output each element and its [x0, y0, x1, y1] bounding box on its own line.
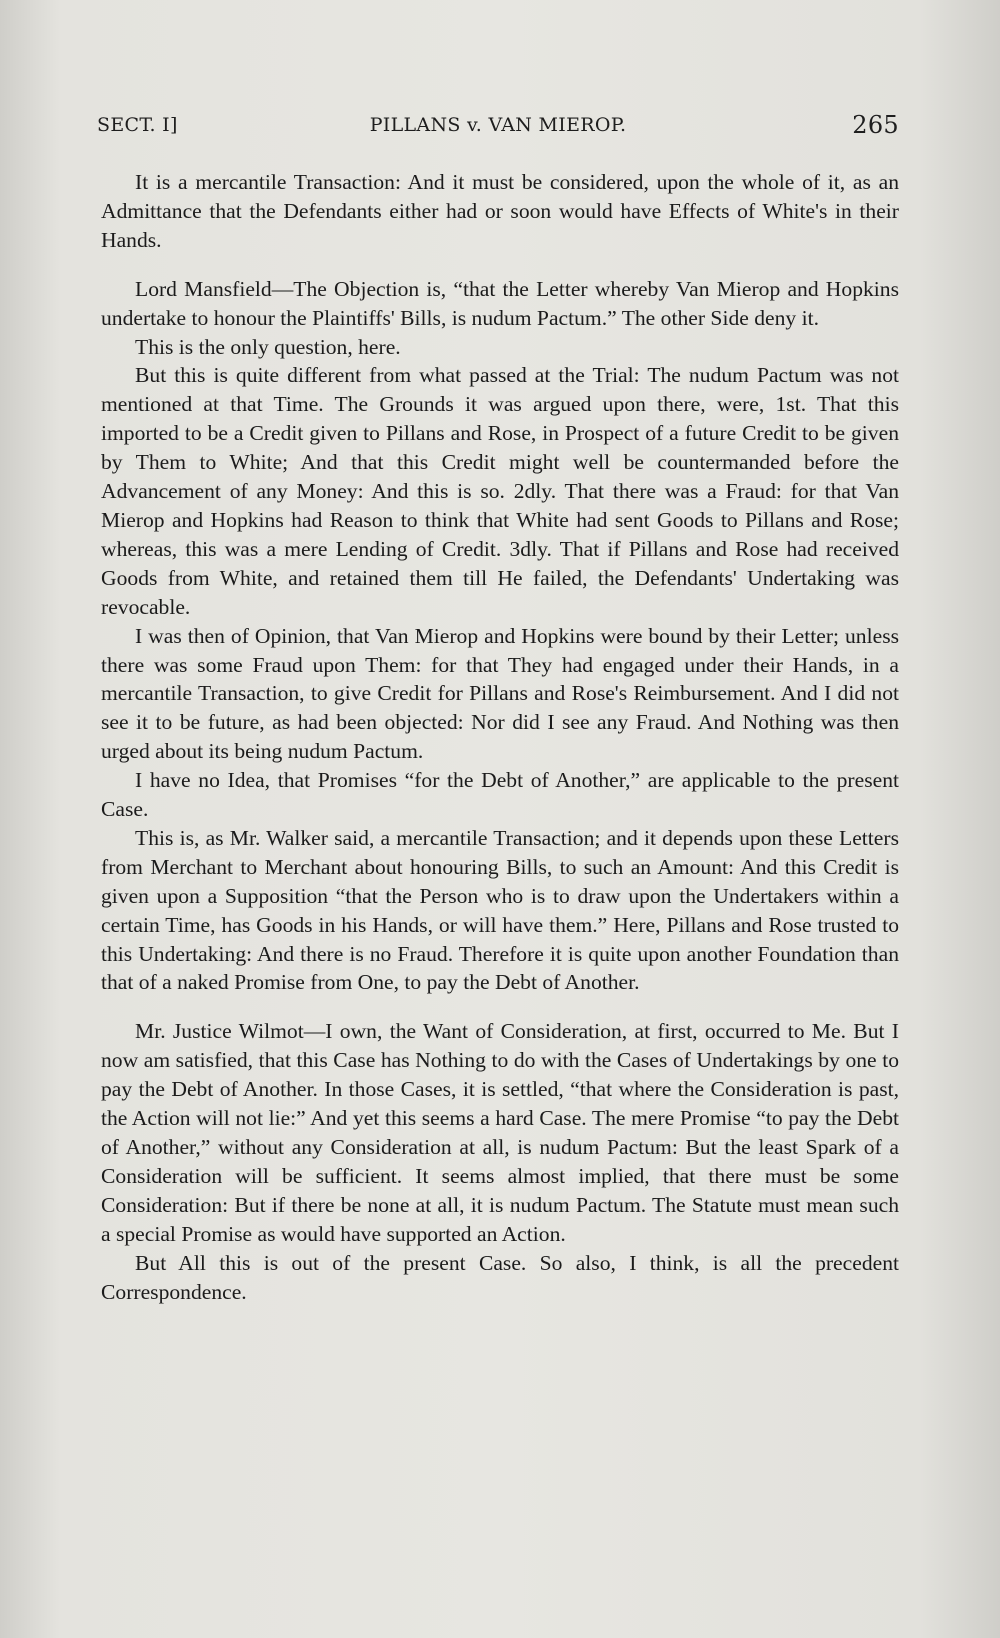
paragraph: This is the only question, here. — [135, 334, 401, 359]
paragraph: Lord Mansfield—The Objection is, “that the Letter whereby Van Mierop and Hopkins undertake to honour the Plaintiffs' Bills, is nudum Pactum.” The other Side deny it. — [101, 276, 899, 330]
paragraph: It is a mercantile Transaction: And it must be considered, upon the whole of it, as an Admittance that the Defendants either had or soon would have Effects of White's in their Hands. — [101, 170, 899, 252]
paragraph: I was then of Opinion, that Van Mierop and Hopkins were bound by their Letter; unless there was some Fraud upon Them: for that They had engaged under their Hands, in a mercantile Transaction, to give Credit for Pillans and Rose's Reimbursement. And I did not see it to be future, as had been objected: Nor did I see any Fraud. And Nothing was then urged about its being nudum Pactum. — [101, 623, 899, 764]
case-title: PILLANS v. VAN MIEROP. — [369, 114, 627, 136]
page-number: 265 — [852, 111, 899, 139]
paragraph: But this is quite different from what passed at the Trial: The nudum Pactum was not mentioned at that Time. The Grounds it was argued upon there, were, 1st. That this imported to be a Credit given to Pillans and Rose, in Prospect of a future Credit to be given by Them to White; And that this Credit might well be countermanded before the Advancement of any Money: And this is so. 2dly. That there was a Fraud: for that Van Mierop and Hopkins had Reason to think that White had sent Goods to Pillans and Rose; whereas, this was a mere Lending of Credit. 3dly. That if Pillans and Rose had received Goods from White, and retained them till He failed, the Defendants' Undertaking was revocable. — [101, 363, 899, 619]
page-body — [101, 168, 899, 1306]
running-header — [97, 111, 899, 144]
paragraph: But All this is out of the present Case. So also, I think, is all the precedent Correspondence. — [101, 1250, 899, 1304]
paragraph: This is, as Mr. Walker said, a mercantile Transaction; and it depends upon these Letters from Merchant to Merchant about honouring Bills, to such an Amount: And this Credit is given upon a Supposition “that the Person who is to draw upon the Undertakers within a certain Time, has Goods in his Hands, or will have them.” Here, Pillans and Rose trusted to this Undertaking: And there is no Fraud. Therefore it is quite upon another Foundation than that of a naked Promise from One, to pay the Debt of Another. — [101, 825, 899, 995]
paragraph: I have no Idea, that Promises “for the Debt of Another,” are applicable to the present Case. — [101, 768, 899, 822]
paragraph: Mr. Justice Wilmot—I own, the Want of Consideration, at first, occurred to Me. But I now am satisfied, that this Case has Nothing to do with the Cases of Undertakings by one to pay the Debt of Another. In those Cases, it is settled, “that where the Consideration is past, the Action will not lie:” And yet this seems a hard Case. The mere Promise “to pay the Debt of Another,” without any Consideration at all, is nudum Pactum: But the least Spark of a Consideration will be sufficient. It seems almost implied, that there must be some Consideration: But if there be none at all, it is nudum Pactum. The Statute must mean such a special Promise as would have supported an Action. — [101, 1019, 899, 1246]
section-label: SECT. I] — [97, 114, 178, 136]
